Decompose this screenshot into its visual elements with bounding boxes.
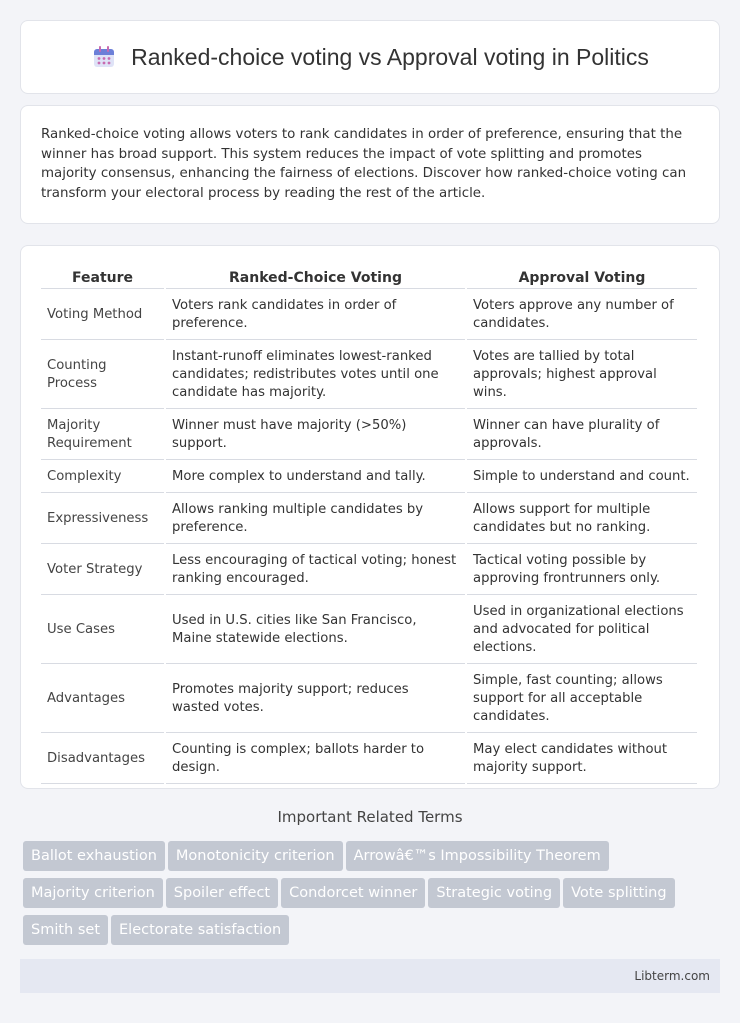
header-ranked-choice: Ranked-Choice Voting xyxy=(166,268,465,289)
feature-cell: Voting Method xyxy=(41,291,164,340)
related-term-tag[interactable]: Vote splitting xyxy=(563,878,675,908)
related-term-tag[interactable]: Strategic voting xyxy=(428,878,560,908)
approval-cell: Allows support for multiple candidates but no ranking. xyxy=(467,495,697,544)
table-row xyxy=(41,735,697,784)
footer-brand-link[interactable]: Libterm.com xyxy=(634,969,710,983)
page-title: Ranked-choice voting vs Approval voting in Politics xyxy=(131,43,649,70)
intro-card xyxy=(20,105,720,224)
approval-cell: Voters approve any number of candidates. xyxy=(467,291,697,340)
calendar-icon xyxy=(91,44,117,70)
related-terms-title: Important Related Terms xyxy=(277,808,463,826)
header-card xyxy=(20,20,720,94)
ranked-choice-cell: Less encouraging of tactical voting; honest ranking encouraged. xyxy=(166,546,465,595)
ranked-choice-cell: Used in U.S. cities like San Francisco, Maine statewide elections. xyxy=(166,597,465,664)
table-row xyxy=(41,342,697,409)
related-term-tag[interactable]: Monotonicity criterion xyxy=(168,841,343,871)
ranked-choice-cell: Counting is complex; ballots harder to design. xyxy=(166,735,465,784)
table-row xyxy=(41,495,697,544)
table-row xyxy=(41,666,697,733)
feature-cell: Use Cases xyxy=(41,597,164,664)
related-term-tag[interactable]: Smith set xyxy=(23,915,108,945)
table-row xyxy=(41,546,697,595)
approval-cell: Simple to understand and count. xyxy=(467,462,697,493)
feature-cell: Majority Requirement xyxy=(41,411,164,460)
feature-cell: Advantages xyxy=(41,666,164,733)
table-header-row xyxy=(41,268,697,289)
feature-cell: Expressiveness xyxy=(41,495,164,544)
ranked-choice-cell: Allows ranking multiple candidates by preference. xyxy=(166,495,465,544)
related-term-tag[interactable]: Electorate satisfaction xyxy=(111,915,289,945)
related-term-tag[interactable]: Ballot exhaustion xyxy=(23,841,165,871)
related-terms-list xyxy=(23,841,713,952)
footer xyxy=(20,959,720,993)
approval-cell: Simple, fast counting; allows support for all acceptable candidates. xyxy=(467,666,697,733)
intro-text: Ranked-choice voting allows voters to rank candidates in order of preference, ensuring that the winner has broad support. This system reduces the impact of vote splitting and promotes majority consensus, enhancing the fairness of elections. Discover how ranked-choice voting can transform your electoral process by reading the rest of the article. xyxy=(41,127,687,201)
header-approval: Approval Voting xyxy=(467,268,697,289)
table-row xyxy=(41,291,697,340)
feature-cell: Disadvantages xyxy=(41,735,164,784)
comparison-table-card xyxy=(20,245,720,789)
approval-cell: Used in organizational elections and advocated for political elections. xyxy=(467,597,697,664)
related-term-tag[interactable]: Arrowâ€™s Impossibility Theorem xyxy=(346,841,609,871)
approval-cell: Winner can have plurality of approvals. xyxy=(467,411,697,460)
feature-cell: Complexity xyxy=(41,462,164,493)
related-term-tag[interactable]: Spoiler effect xyxy=(166,878,278,908)
approval-cell: Votes are tallied by total approvals; highest approval wins. xyxy=(467,342,697,409)
comparison-table xyxy=(39,266,699,786)
header-feature: Feature xyxy=(41,268,164,289)
approval-cell: Tactical voting possible by approving frontrunners only. xyxy=(467,546,697,595)
related-term-tag[interactable]: Condorcet winner xyxy=(281,878,425,908)
ranked-choice-cell: Promotes majority support; reduces wasted votes. xyxy=(166,666,465,733)
ranked-choice-cell: Voters rank candidates in order of preference. xyxy=(166,291,465,340)
approval-cell: May elect candidates without majority support. xyxy=(467,735,697,784)
ranked-choice-cell: Winner must have majority (>50%) support. xyxy=(166,411,465,460)
ranked-choice-cell: Instant-runoff eliminates lowest-ranked candidates; redistributes votes until one candidate has majority. xyxy=(166,342,465,409)
related-term-tag[interactable]: Majority criterion xyxy=(23,878,163,908)
ranked-choice-cell: More complex to understand and tally. xyxy=(166,462,465,493)
table-row xyxy=(41,462,697,493)
feature-cell: Voter Strategy xyxy=(41,546,164,595)
feature-cell: Counting Process xyxy=(41,342,164,409)
table-row xyxy=(41,411,697,460)
table-row xyxy=(41,597,697,664)
